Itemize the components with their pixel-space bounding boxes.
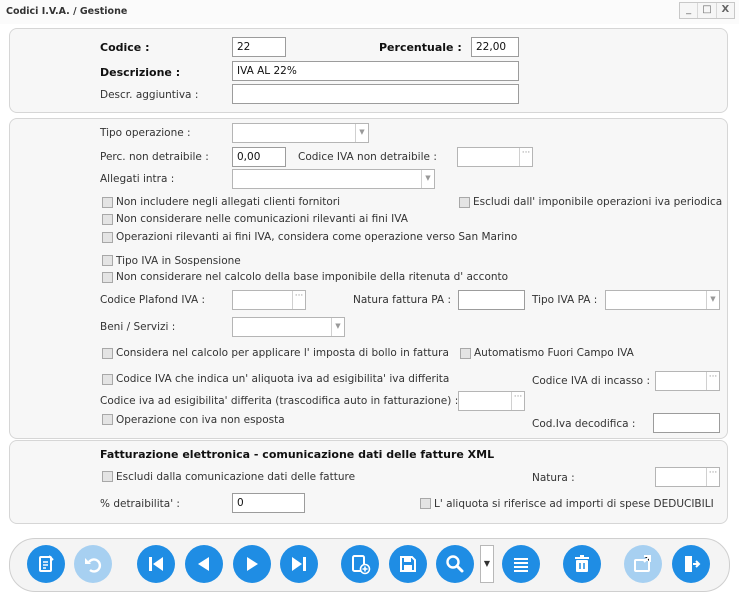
natura-fattura-pa-label: Natura fattura PA : <box>353 294 451 306</box>
first-record-button[interactable] <box>137 545 175 583</box>
tipo-operazione-select[interactable] <box>232 123 369 143</box>
previous-icon <box>193 553 215 575</box>
bollo-label: Considera nel calcolo per applicare l' imposta di bollo in fattura <box>116 347 449 359</box>
ellipsis-icon[interactable]: ··· <box>519 148 532 166</box>
codice-iva-incasso-label: Codice IVA di incasso : <box>532 375 650 387</box>
new-record-button[interactable] <box>341 545 379 583</box>
esigibilita-differita-label: Codice IVA che indica un' aliquota iva ad esigibilita' iva differita <box>116 373 450 385</box>
trash-icon <box>571 553 593 575</box>
window-controls <box>679 2 735 19</box>
escludi-comunicazione-checkbox[interactable] <box>102 471 113 482</box>
san-marino-checkbox[interactable] <box>102 232 113 243</box>
tipo-iva-pa-label: Tipo IVA PA : <box>532 294 598 306</box>
tipo-operazione-label: Tipo operazione : <box>100 127 191 139</box>
ritenuta-checkbox[interactable] <box>102 272 113 283</box>
codice-plafond-label: Codice Plafond IVA : <box>100 294 206 306</box>
search-button[interactable] <box>436 545 474 583</box>
codice-iva-incasso-lookup[interactable] <box>655 371 720 391</box>
codice-label: Codice : <box>100 41 150 54</box>
search-options-dropdown[interactable] <box>480 545 494 583</box>
save-button[interactable] <box>389 545 427 583</box>
chevron-down-icon: ▼ <box>331 318 344 336</box>
undo-icon <box>82 553 104 575</box>
tipo-iva-pa-select[interactable] <box>605 290 720 310</box>
percentuale-label: Percentuale : <box>379 41 462 54</box>
ellipsis-icon[interactable]: ··· <box>292 291 305 309</box>
iva-non-esposta-label: Operazione con iva non esposta <box>116 414 285 426</box>
codice-input[interactable]: 22 <box>232 37 286 57</box>
close-button[interactable]: X <box>721 4 730 15</box>
chevron-down-icon: ▼ <box>483 559 491 568</box>
beni-servizi-select[interactable] <box>232 317 345 337</box>
maximize-button[interactable]: □ <box>698 3 716 18</box>
next-record-button[interactable] <box>233 545 271 583</box>
perc-non-detraibile-label: Perc. non detraibile : <box>100 151 209 163</box>
descr-aggiuntiva-input[interactable] <box>232 84 519 104</box>
non-considerare-comunicazioni-label: Non considerare nelle comunicazioni rilevanti ai fini IVA <box>116 213 408 225</box>
non-includere-label: Non includere negli allegati clienti fornitori <box>116 196 341 208</box>
exit-button[interactable] <box>672 545 710 583</box>
escludi-imponibile-label: Escludi dall' imponibile operazioni iva periodica <box>473 196 723 208</box>
non-considerare-comunicazioni-checkbox[interactable] <box>102 214 113 225</box>
fuori-campo-checkbox[interactable] <box>460 348 471 359</box>
chevron-down-icon: ▼ <box>706 291 719 309</box>
skip-last-icon <box>288 553 310 575</box>
ellipsis-icon[interactable]: ··· <box>706 372 719 390</box>
delete-button[interactable] <box>563 545 601 583</box>
natura-fattura-pa-input[interactable] <box>458 290 525 310</box>
bollo-checkbox[interactable] <box>102 348 113 359</box>
undo-button[interactable] <box>74 545 112 583</box>
sospensione-label: Tipo IVA in Sospensione <box>116 255 241 267</box>
cod-iva-decodifica-label: Cod.Iva decodifica : <box>532 418 636 430</box>
edit-document-icon <box>35 553 57 575</box>
detraibilita-label: % detraibilita' : <box>100 498 180 510</box>
list-icon <box>510 553 532 575</box>
descrizione-label: Descrizione : <box>100 66 181 79</box>
iva-non-esposta-checkbox[interactable] <box>102 414 113 425</box>
deducibili-checkbox[interactable] <box>420 498 431 509</box>
escludi-comunicazione-label: Escludi dalla comunicazione dati delle fatture <box>116 471 356 483</box>
escludi-imponibile-checkbox[interactable] <box>459 197 470 208</box>
fattura-section-title: Fatturazione elettronica - comunicazione dati delle fatture XML <box>100 448 495 461</box>
sospensione-checkbox[interactable] <box>102 255 113 266</box>
beni-servizi-label: Beni / Servizi : <box>100 321 176 333</box>
deducibili-label: L' aliquota si riferisce ad importi di spese DEDUCIBILI <box>434 498 714 510</box>
next-icon <box>241 553 263 575</box>
skip-first-icon <box>145 553 167 575</box>
new-document-icon <box>349 553 371 575</box>
minimize-button[interactable]: _ <box>680 3 698 18</box>
descrizione-input[interactable]: IVA AL 22% <box>232 61 519 81</box>
exit-door-icon <box>680 553 702 575</box>
fuori-campo-label: Automatismo Fuori Campo IVA <box>474 347 634 359</box>
search-icon <box>444 553 466 575</box>
percentuale-input[interactable]: 22,00 <box>471 37 519 57</box>
codice-iva-non-detraibile-label: Codice IVA non detraibile : <box>298 151 437 163</box>
allegati-intra-label: Allegati intra : <box>100 173 175 185</box>
ellipsis-icon[interactable]: ··· <box>706 468 719 486</box>
previous-record-button[interactable] <box>185 545 223 583</box>
export-button[interactable] <box>624 545 662 583</box>
esigibilita-differita-checkbox[interactable] <box>102 374 113 385</box>
detraibilita-input[interactable]: 0 <box>232 493 305 513</box>
codice-esigibilita-label: Codice iva ad esigibilita' differita (trascodifica auto in fatturazione) : <box>100 395 459 407</box>
codice-iva-non-detraibile-lookup[interactable] <box>457 147 533 167</box>
perc-non-detraibile-input[interactable]: 0,00 <box>232 147 286 167</box>
window-title: Codici I.V.A. / Gestione <box>6 6 128 17</box>
san-marino-label: Operazioni rilevanti ai fini IVA, considera come operazione verso San Marino <box>116 231 518 243</box>
chevron-down-icon: ▼ <box>421 170 434 188</box>
cod-iva-decodifica-input[interactable] <box>653 413 720 433</box>
descr-aggiuntiva-label: Descr. aggiuntiva : <box>100 89 199 101</box>
save-icon <box>397 553 419 575</box>
codice-plafond-lookup[interactable] <box>232 290 306 310</box>
edit-button[interactable] <box>27 545 65 583</box>
allegati-intra-select[interactable] <box>232 169 435 189</box>
natura-label: Natura : <box>532 472 575 484</box>
last-record-button[interactable] <box>280 545 318 583</box>
export-icon <box>632 553 654 575</box>
list-button[interactable] <box>502 545 540 583</box>
ellipsis-icon[interactable]: ··· <box>511 392 524 410</box>
codice-esigibilita-lookup[interactable] <box>458 391 525 411</box>
non-includere-checkbox[interactable] <box>102 197 113 208</box>
chevron-down-icon: ▼ <box>355 124 368 142</box>
natura-lookup[interactable] <box>655 467 720 487</box>
ritenuta-label: Non considerare nel calcolo della base imponibile della ritenuta d' acconto <box>116 271 509 283</box>
